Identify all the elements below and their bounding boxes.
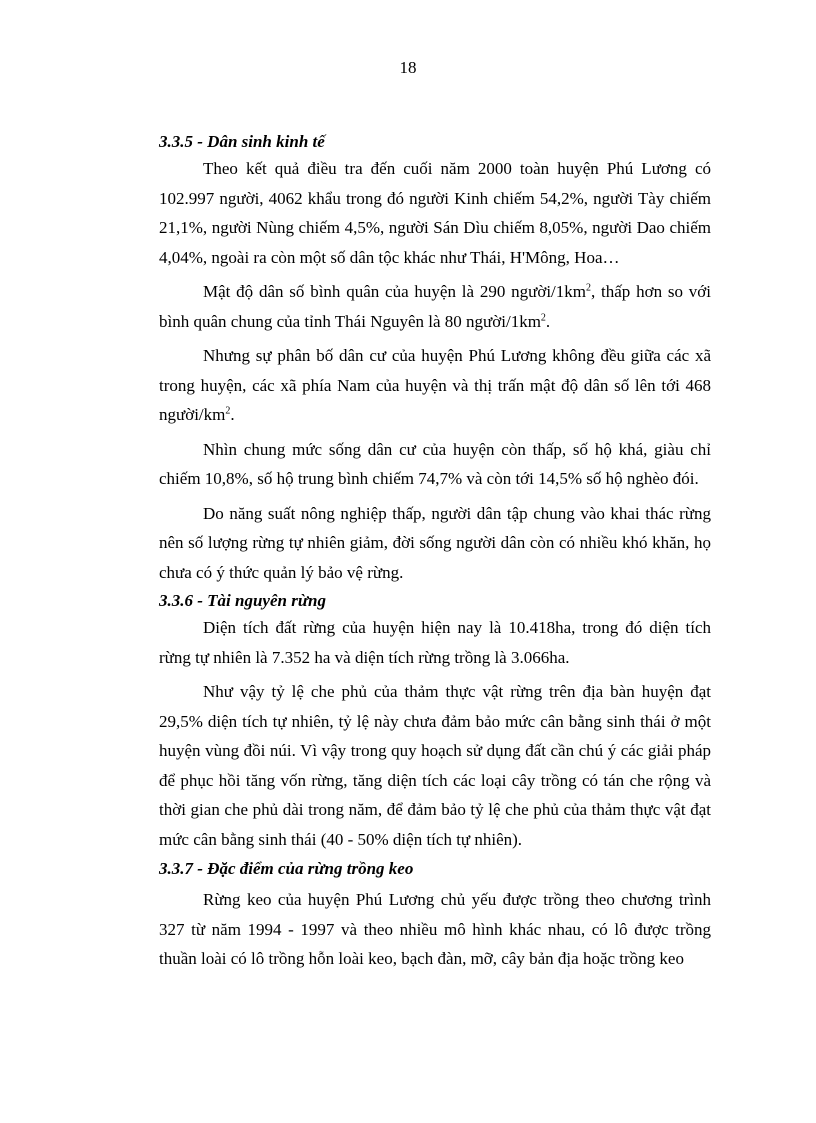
paragraph-forest-area: Diện tích đất rừng của huyện hiện nay là 10.418ha, trong đó diện tích rừng tự nhiên là 7.352 ha và diện tích rừng trồng là 3.066ha.: [159, 618, 711, 667]
paragraph-living-standard: Nhìn chung mức sống dân cư của huyện còn thấp, số hộ khá, giàu chỉ chiếm 10,8%, số hộ trung bình chiếm 74,7% và còn tới 14,5% số hộ nghèo đói.: [159, 439, 711, 488]
superscript-2: 2: [586, 282, 591, 294]
paragraph-acacia-forest: Rừng keo của huyện Phú Lương chủ yếu được trồng theo chương trình 327 từ năm 1994 - 1997 và theo nhiều mô hình khác nhau, có lô được trồng thuần loài có lô trồng hỗn loài keo, bạch đàn, mỡ, cây bản địa hoặc trồng keo: [159, 890, 711, 968]
density-text-part-1: Mật độ dân số bình quân của huyện là 290 người/1km: [203, 282, 586, 301]
superscript-2: 2: [540, 311, 546, 323]
density-text-part-2: , thấp hơn so với bình quân chung của tỉnh Thái Nguyên là 80 người/1km: [159, 282, 711, 331]
superscript-2: 2: [225, 405, 231, 417]
distribution-text-part-2: .: [230, 405, 235, 424]
paragraph-population: Theo kết quả điều tra đến cuối năm 2000 toàn huyện Phú Lương có 102.997 người, 4062 khẩu trong đó người Kinh chiếm 54,2%, người Tày chiếm 21,1%, người Nùng chiếm 4,5%, người Sán Dìu chiếm 8,05%, người Dao chiếm 4,04%, ngoài ra còn một số dân tộc khác như Thái, H'Mông, Hoa…: [159, 159, 711, 267]
section-heading-rung-trong-keo: 3.3.7 - Đặc điểm của rừng trồng keo: [159, 859, 414, 878]
distribution-text-part-1: Nhưng sự phân bố dân cư của huyện Phú Lương không đều giữa các xã trong huyện, các xã phía Nam của huyện và thị trấn mật độ dân số lên tới 468 người/km: [159, 346, 711, 424]
paragraph-distribution: [159, 341, 711, 430]
paragraph-forest-coverage: Như vậy tỷ lệ che phủ của thảm thực vật rừng trên địa bàn huyện đạt 29,5% diện tích tự nhiên, tỷ lệ này chưa đảm bảo mức cân bằng sinh thái ở một huyện vùng đồi núi. Vì vậy trong quy hoạch sử dụng đất cần chú ý các giải pháp để phục hồi tăng vốn rừng, tăng diện tích các loại cây trồng có tán che rộng và thời gian che phủ dài trong năm, để đảm bảo tỷ lệ che phủ của thảm thực vật đạt mức cân bằng sinh thái (40 - 50% diện tích tự nhiên).: [159, 682, 711, 849]
page-number: 18: [399, 58, 417, 77]
paragraph-density: [159, 277, 711, 336]
page-content: [159, 131, 711, 974]
paragraph-forest-exploitation: Do năng suất nông nghiệp thấp, người dân tập chung vào khai thác rừng nên số lượng rừng tự nhiên giảm, đời sống người dân còn có nhiều khó khăn, họ chưa có ý thức quản lý bảo vệ rừng.: [159, 503, 711, 582]
section-heading-tai-nguyen-rung: 3.3.6 - Tài nguyên rừng: [159, 591, 326, 610]
density-text-part-3: .: [545, 311, 551, 331]
section-heading-dan-sinh-kinh-te: 3.3.5 - Dân sinh kinh tế: [159, 132, 325, 151]
